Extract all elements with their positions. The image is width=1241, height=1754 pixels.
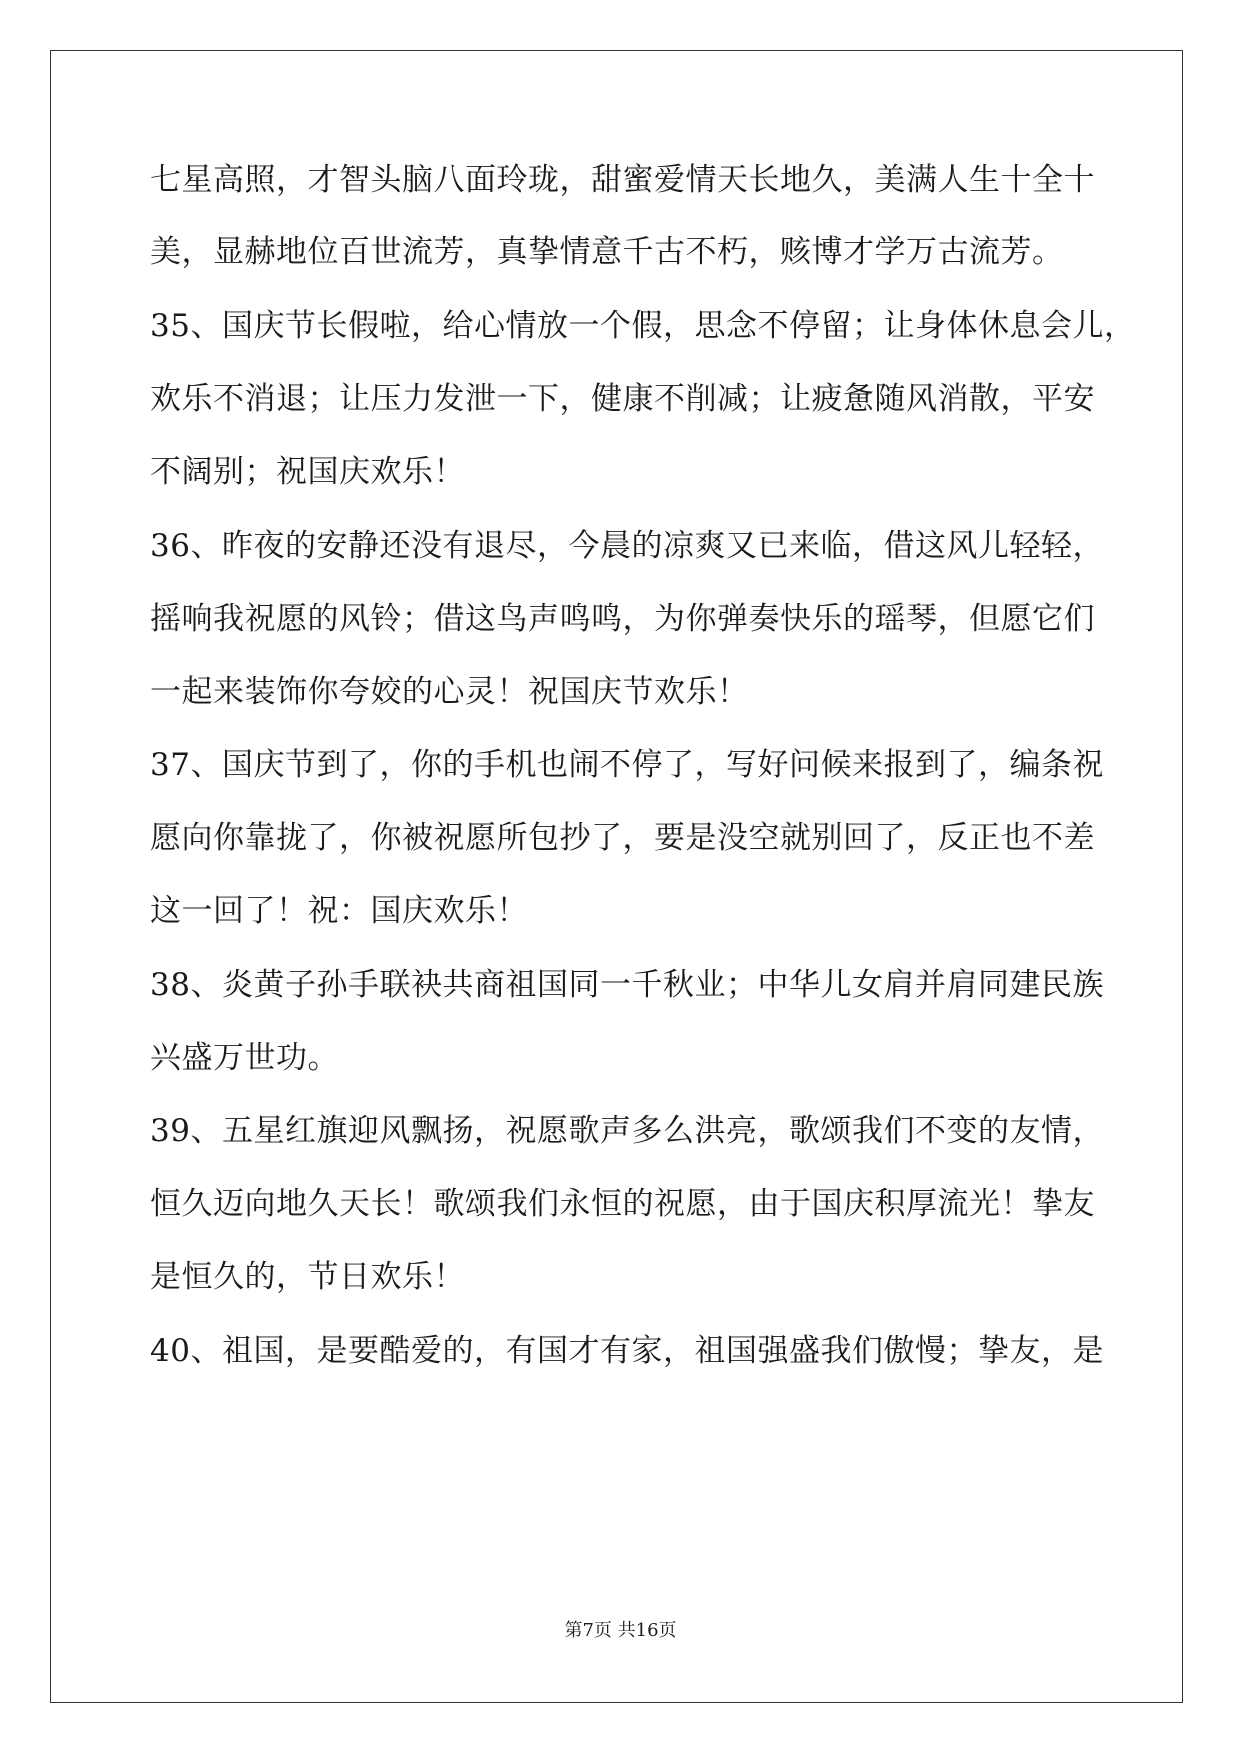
text-line: 兴盛万世功。 bbox=[150, 1040, 339, 1076]
text-line: 恒久迈向地久天长！歌颂我们永恒的祝愿，由于国庆积厚流光！挚友 bbox=[150, 1186, 1095, 1222]
page-border bbox=[50, 50, 1183, 1703]
text-line: 美，显赫地位百世流芳，真挚情意千古不朽，赅博才学万古流芳。 bbox=[150, 234, 1064, 270]
text-line: 这一回了！祝：国庆欢乐！ bbox=[150, 893, 528, 929]
text-line: 35、国庆节长假啦，给心情放一个假，思念不停留；让身体休息会儿， bbox=[150, 308, 1136, 344]
text-line: 一起来装饰你夸姣的心灵！祝国庆节欢乐！ bbox=[150, 674, 749, 710]
text-line: 不阔别；祝国庆欢乐！ bbox=[150, 454, 465, 490]
text-line: 36、昨夜的安静还没有退尽，今晨的凉爽又已来临，借这风儿轻轻， bbox=[150, 528, 1104, 564]
text-line: 是恒久的，节日欢乐！ bbox=[150, 1259, 465, 1295]
text-line: 七星高照，才智头脑八面玲珑，甜蜜爱情天长地久，美满人生十全十 bbox=[150, 162, 1095, 198]
text-line: 愿向你靠拢了，你被祝愿所包抄了，要是没空就别回了，反正也不差 bbox=[150, 820, 1095, 856]
text-line: 37、国庆节到了，你的手机也闹不停了，写好问候来报到了，编条祝 bbox=[150, 747, 1104, 783]
text-line: 40、祖国，是要酷爱的，有国才有家，祖国强盛我们傲慢；挚友，是 bbox=[150, 1333, 1104, 1369]
page-footer: 第7页 共16页 bbox=[564, 1620, 677, 1641]
text-line: 39、五星红旗迎风飘扬，祝愿歌声多么洪亮，歌颂我们不变的友情， bbox=[150, 1113, 1104, 1149]
text-line: 摇响我祝愿的风铃；借这鸟声鸣鸣，为你弹奏快乐的瑶琴，但愿它们 bbox=[150, 601, 1095, 637]
text-line: 38、炎黄子孙手联袂共商祖国同一千秋业；中华儿女肩并肩同建民族 bbox=[150, 967, 1104, 1003]
text-line: 欢乐不消退；让压力发泄一下，健康不削减；让疲惫随风消散，平安 bbox=[150, 381, 1095, 417]
